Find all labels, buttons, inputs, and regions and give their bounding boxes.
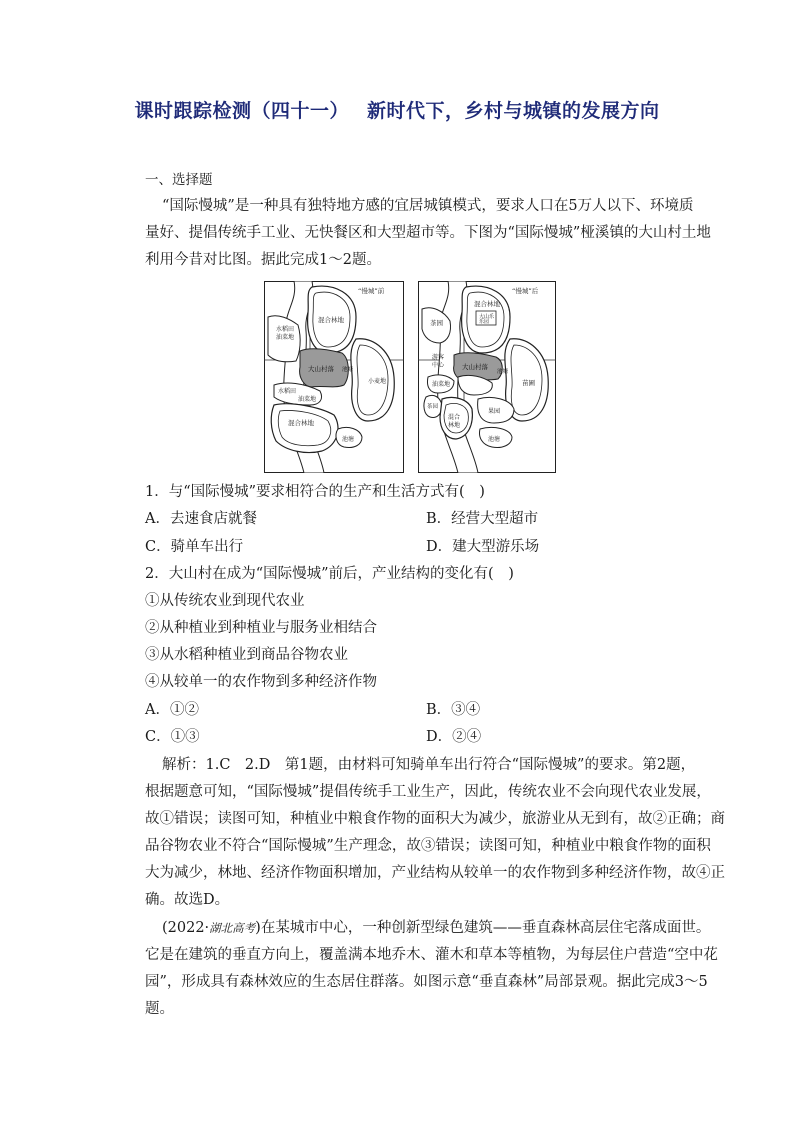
q2-option-d: D．②④	[426, 729, 482, 745]
analysis-line-4: 品谷物农业不符合“国际慢城”生产理念，故③错误；读图可知，种植业中粮食作物的面积	[145, 838, 711, 854]
after-visitor-2: 中心	[432, 362, 445, 369]
q1-option-d: D．建大型游乐场	[426, 539, 540, 555]
next-intro-source: 湖北高考	[209, 921, 256, 935]
map-before	[264, 281, 404, 473]
land-use-maps	[264, 281, 556, 473]
q2-option-c: C．①③	[145, 729, 200, 745]
page-title	[0, 96, 794, 123]
intro-line-2: 量好、提倡传统手工业、无快餐区和大型超市等。下图为“国际慢城”桠溪镇的大山村土地	[145, 225, 711, 241]
after-caption: “慢城”后	[512, 287, 539, 295]
q1-option-c: C．骑单车出行	[145, 539, 244, 555]
after-forest-bottom-1: 混合	[448, 414, 461, 421]
intro-line-1: “国际慢城”是一种具有独特地方感的宜居城镇模式，要求人口在5万人以下、环境质	[162, 198, 694, 214]
before-forest-top: 混合林地	[318, 316, 344, 324]
q1-option-a: A．去速食店就餐	[145, 511, 257, 527]
q2-item-1: ①从传统农业到现代农业	[145, 593, 305, 609]
before-rice-2: 油菜地	[276, 334, 295, 341]
after-garden-2: 乐园	[479, 319, 490, 325]
section-heading: 一、选择题	[145, 172, 213, 188]
before-rice2-2: 油菜地	[298, 396, 317, 403]
after-tea-bottom: 茶园	[427, 404, 439, 410]
q2-stem: 2．大山村在成为“国际慢城”前后，产业结构的变化有( )	[145, 566, 514, 582]
before-pond-mid: 池塘	[342, 367, 354, 373]
analysis-line-1: 解析：1.C 2.D 第1题，由材料可知骑单车出行符合“国际慢城”的要求。第2题，	[162, 757, 696, 773]
map-after	[418, 281, 556, 473]
q2-option-a: A．①②	[145, 702, 199, 718]
next-intro-year: (2022·	[162, 920, 210, 936]
intro-line-3: 利用今昔对比图。据此完成1～2题。	[145, 252, 381, 268]
after-oil: 油菜地	[432, 381, 451, 388]
q2-item-2: ②从种植业到种植业与服务业相结合	[145, 620, 377, 636]
next-intro-line-4: 题。	[145, 1001, 174, 1017]
after-garden-1: 大山乐	[479, 314, 495, 320]
before-wheat: 小麦地	[368, 378, 387, 385]
title-left: 课时跟踪检测（四十一）	[134, 100, 349, 122]
analysis-line-6: 确。故选D。	[145, 892, 230, 908]
before-rice-1: 水稻田	[276, 326, 295, 333]
next-intro-line-3: 园”，形成具有森林效应的生态居住群落。如图示意“垂直森林”局部景观。据此完成3～5	[145, 974, 708, 990]
q1-stem: 1．与“国际慢城”要求相符合的生产和生活方式有( )	[145, 484, 485, 500]
after-visitor-1: 游客	[432, 354, 445, 361]
before-rice2-1: 水稻田	[278, 388, 297, 395]
after-pond-mid: 池塘	[497, 369, 509, 375]
next-intro-rest: )在某城市中心，一种创新型绿色建筑——垂直森林高层住宅落成面世。	[255, 920, 711, 936]
before-caption: “慢城”前	[358, 287, 385, 295]
before-pond-bottom: 池塘	[342, 436, 355, 443]
after-fruit: 果园	[488, 408, 501, 415]
after-nursery: 苗圃	[522, 379, 535, 387]
q1-option-b: B．经营大型超市	[426, 511, 539, 527]
after-pond-bottom: 池塘	[488, 436, 501, 443]
analysis-line-5: 大为减少，林地、经济作物面积增加，产业结构从较单一的农作物到多种经济作物，故④正	[145, 865, 725, 881]
q2-item-4: ④从较单一的农作物到多种经济作物	[145, 674, 377, 690]
q2-item-3: ③从水稻种植业到商品谷物农业	[145, 647, 348, 663]
analysis-line-3: 故①错误；读图可知，种植业中粮食作物的面积大为减少，旅游业从无到有，故②正确；商	[145, 811, 725, 827]
analysis-line-2: 根据题意可知，“国际慢城”提倡传统手工业生产，因此，传统农业不会向现代农业发展，	[145, 784, 711, 800]
after-forest-bottom-2: 林地	[448, 422, 461, 429]
after-forest-top: 混合林地	[474, 300, 500, 308]
title-right: 新时代下，乡村与城镇的发展方向	[367, 100, 660, 122]
next-intro-line-2: 它是在建筑的垂直方向上，覆盖满本地乔木、灌木和草本等植物，为每层住户营造“空中花	[145, 947, 718, 963]
q2-option-b: B．③④	[426, 702, 481, 718]
before-forest-bottom: 混合林地	[288, 419, 314, 427]
after-village: 大山村落	[462, 363, 488, 371]
next-intro-line-1	[162, 918, 710, 938]
before-village: 大山村落	[308, 365, 334, 373]
after-tea-top: 茶园	[430, 319, 443, 327]
